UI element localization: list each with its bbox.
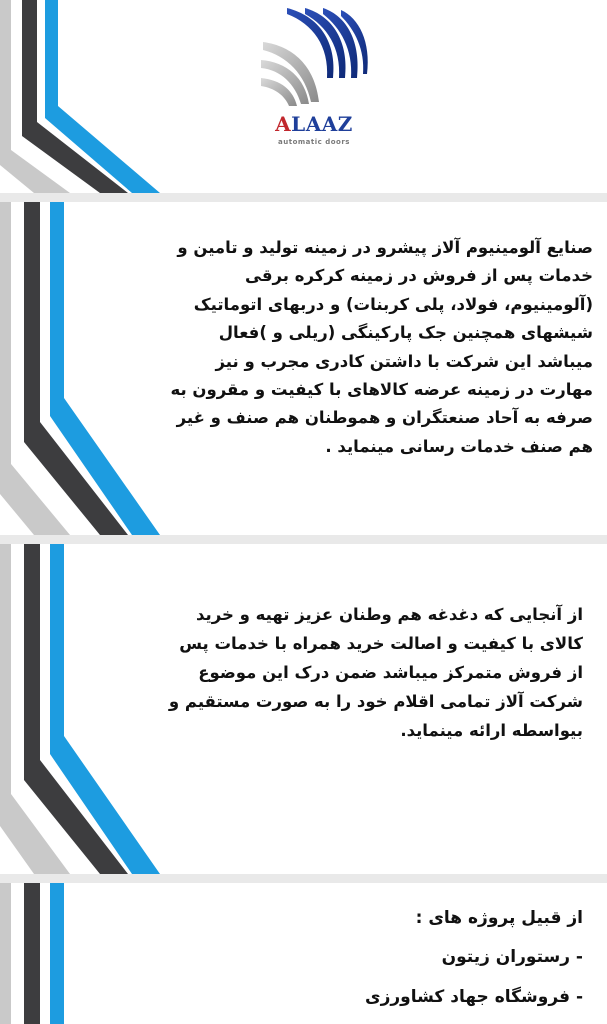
logo-wordmark — [253, 112, 375, 136]
service-panel — [0, 544, 607, 874]
ribbon-decoration — [0, 0, 200, 193]
company-logo — [253, 2, 375, 144]
section-divider — [0, 535, 607, 544]
logo-brand-first: A — [275, 112, 292, 136]
logo-mark-icon — [253, 2, 375, 110]
project-item: - فروشگاه جهاد کشاورزی — [365, 987, 583, 1007]
section-divider — [0, 193, 607, 202]
about-text: صنایع آلومینیوم آلاز پیشرو در زمینه تولید و تامین و خدمات پس از فروش در زمینه کرکره برقی (آلومینیوم، فولاد، پلی کربنات) و دربهای اتوماتیک شیشهای همچنین جک پارکینگی (ریلی و )فعال میباشد این شرکت با داشتن کادری مجرب و نیز مهارت در زمینه عرضه کالاهای با کیفیت و مقرون به صرفه به آحاد صنعتگران و هموطنان هم صنف و غیر هم صنف خدمات رسانی مینماید . — [170, 238, 593, 456]
logo-panel — [0, 0, 607, 193]
projects-panel — [0, 883, 607, 1024]
logo-brand-rest: LAAZ — [291, 112, 353, 136]
section-divider — [0, 874, 607, 883]
logo-tagline: automatic doors — [278, 138, 350, 146]
projects-heading: از قبیل پروژه های : — [415, 908, 583, 928]
ribbon-decoration — [0, 883, 200, 1024]
project-item: - رستوران زیتون — [441, 947, 583, 967]
service-text: از آنجایی که دغدغه هم وطنان عزیز تهیه و خرید کالای با کیفیت و اصالت خرید همراه با خدمات پس از فروش متمرکز میباشد ضمن درک این موضوع شرکت آلاز تمامی اقلام خود را به صورت مستقیم و بیواسطه ارائه مینماید. — [168, 605, 583, 740]
about-panel — [0, 202, 607, 535]
